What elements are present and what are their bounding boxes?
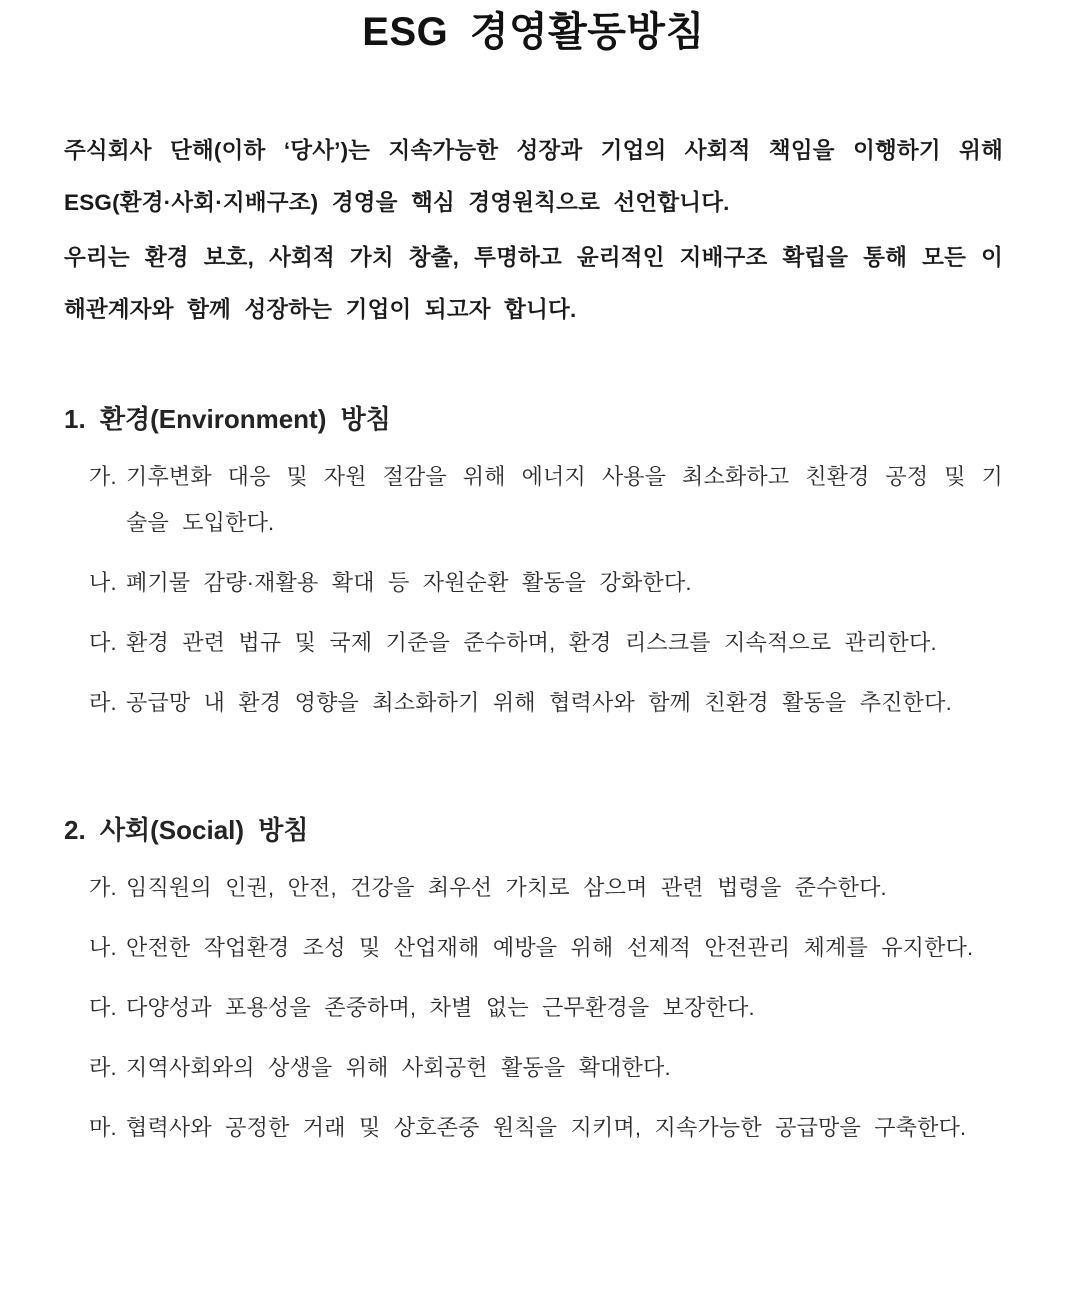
document-title: ESG 경영활동방침 — [362, 10, 705, 54]
policy-item — [89, 985, 1003, 1031]
text-line: ESG(환경·사회·지배구조) 경영을 핵심 경영원칙으로 선언합니다. — [64, 190, 730, 215]
item-label: 가. — [89, 464, 117, 489]
text-line: 주식회사 단해(이하 ‘당사’)는 지속가능한 성장과 기업의 사회적 책임을 이행하기 위해 — [64, 138, 1003, 163]
policy-item — [89, 1105, 1003, 1151]
item-label: 마. — [89, 1115, 117, 1140]
text-line: 기후변화 대응 및 자원 절감을 위해 에너지 사용을 최소화하고 친환경 공정 및 기 — [126, 464, 1003, 489]
item-text — [126, 454, 1003, 546]
section-social — [64, 813, 1003, 1151]
item-text — [126, 680, 1003, 726]
policy-item — [89, 925, 1003, 971]
item-text — [126, 1045, 1003, 1091]
section-environment-items — [89, 454, 1003, 726]
item-label: 가. — [89, 875, 117, 900]
item-text — [126, 1105, 1003, 1151]
policy-item — [89, 865, 1003, 911]
item-label: 다. — [89, 630, 117, 655]
section-heading-environment: 1. 환경(Environment) 방침 — [64, 404, 391, 434]
text-line: 우리는 환경 보호, 사회적 가치 창출, 투명하고 윤리적인 지배구조 확립을 통해 모든 이 — [64, 245, 1003, 270]
text-line: 지역사회와의 상생을 위해 사회공헌 활동을 확대한다. — [126, 1055, 671, 1080]
section-heading-social: 2. 사회(Social) 방침 — [64, 815, 309, 845]
text-line: 임직원의 인권, 안전, 건강을 최우선 가치로 삼으며 관련 법령을 준수한다. — [126, 875, 887, 900]
policy-item — [89, 1045, 1003, 1091]
intro-paragraph-1 — [64, 125, 1003, 229]
policy-item — [89, 560, 1003, 606]
item-text — [126, 560, 1003, 606]
item-label: 라. — [89, 690, 117, 715]
text-line: 폐기물 감량·재활용 확대 등 자원순환 활동을 강화한다. — [126, 570, 692, 595]
text-line: 환경 관련 법규 및 국제 기준을 준수하며, 환경 리스크를 지속적으로 관리한다. — [126, 630, 937, 655]
text-line: 술을 도입한다. — [126, 510, 275, 535]
text-line: 공급망 내 환경 영향을 최소화하기 위해 협력사와 함께 친환경 활동을 추진한다. — [126, 690, 952, 715]
text-line: 협력사와 공정한 거래 및 상호존중 원칙을 지키며, 지속가능한 공급망을 구축한다. — [126, 1115, 967, 1140]
policy-item — [89, 454, 1003, 546]
intro-paragraph-2 — [64, 232, 1003, 336]
item-text — [126, 985, 1003, 1031]
item-label: 라. — [89, 1055, 117, 1080]
item-text — [126, 925, 1003, 971]
text-line: 안전한 작업환경 조성 및 산업재해 예방을 위해 선제적 안전관리 체계를 유지한다. — [126, 935, 974, 960]
item-text — [126, 865, 1003, 911]
item-label: 나. — [89, 935, 117, 960]
item-label: 다. — [89, 995, 117, 1020]
item-text — [126, 620, 1003, 666]
text-line: 다양성과 포용성을 존중하며, 차별 없는 근무환경을 보장한다. — [126, 995, 755, 1020]
item-label: 나. — [89, 570, 117, 595]
text-line: 해관계자와 함께 성장하는 기업이 되고자 합니다. — [64, 297, 577, 322]
section-environment — [64, 402, 1003, 726]
section-social-items — [89, 865, 1003, 1151]
policy-item — [89, 620, 1003, 666]
policy-item — [89, 680, 1003, 726]
